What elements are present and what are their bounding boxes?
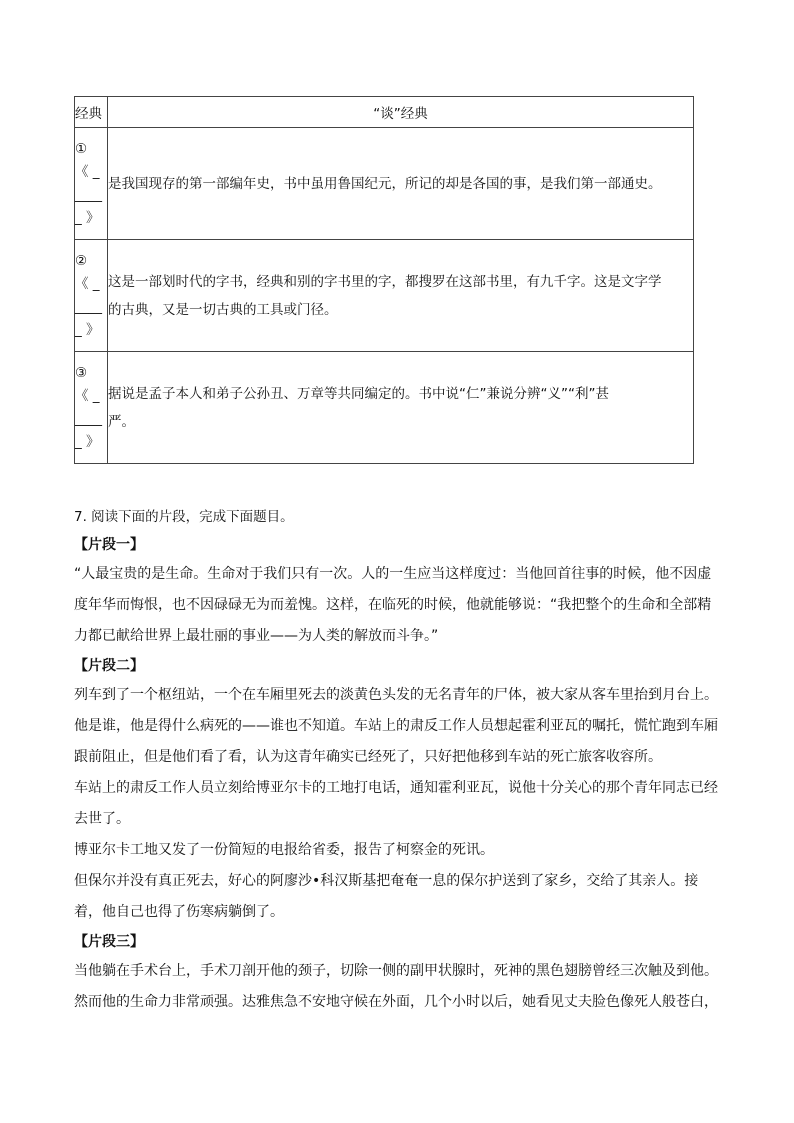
excerpt-header-2: 【片段二】 bbox=[74, 658, 144, 674]
classics-table bbox=[74, 96, 694, 464]
table-row bbox=[75, 240, 694, 352]
table-row bbox=[75, 128, 694, 240]
table-row bbox=[75, 352, 694, 464]
book-blank-1: ① 《 _ ____ _ 》 bbox=[75, 128, 108, 240]
table-header-row bbox=[75, 97, 694, 128]
book-description-1: 是我国现存的第一部编年史，书中虽用鲁国纪元，所记的却是各国的事，是我们第一部通史。 bbox=[108, 128, 694, 240]
question-title: 7. 阅读下面的片段，完成下面题目。 bbox=[74, 509, 294, 525]
header-classic: 经典 bbox=[75, 97, 108, 128]
excerpt-2-paragraph-4: 但保尔并没有真正死去，好心的阿廖沙•科汉斯基把奄奄一息的保尔护送到了家乡，交给了其亲人。接 着，他自己也得了伤寒病躺倒了。 bbox=[74, 873, 699, 920]
book-description-3: 据说是孟子本人和弟子公孙丑、万章等共同编定的。书中说“仁”兼说分辨“义”“利”甚 严。 bbox=[108, 352, 694, 464]
excerpt-header-1: 【片段一】 bbox=[74, 537, 144, 553]
excerpt-1-paragraph: “人最宝贵的是生命。生命对于我们只有一次。人的一生应当这样度过：当他回首往事的时候，他不因虚 度年华而悔恨，也不因碌碌无为而羞愧。这样，在临死的时候，他就能够说：“我把整个的生命和全部精 力都已献给世界上最壮丽的事业——为人类的解放而斗争。” bbox=[74, 566, 712, 644]
excerpt-2-paragraph-2: 车站上的肃反工作人员立刻给博亚尔卡的工地打电话，通知霍利亚瓦，说他十分关心的那个青年同志已经 去世了。 bbox=[74, 780, 718, 827]
excerpt-2-paragraph-3: 博亚尔卡工地又发了一份简短的电报给省委，报告了柯察金的死讯。 bbox=[74, 842, 494, 858]
header-talk-classic: “谈”经典 bbox=[108, 97, 694, 128]
reading-question bbox=[74, 503, 724, 1018]
book-blank-2: ② 《 _ ____ _ 》 bbox=[75, 240, 108, 352]
excerpt-2-paragraph-1: 列车到了一个枢纽站，一个在车厢里死去的淡黄色头发的无名青年的尸体，被大家从客车里抬到月台上。 他是谁，他是得什么病死的——谁也不知道。车站上的肃反工作人员想起霍利亚瓦的嘱托，慌忙跑到车厢 跟前阻止，但是他们看了看，认为这青年确实已经死了，只好把他移到车站的死亡旅客收容所。 bbox=[74, 687, 718, 765]
excerpt-header-3: 【片段三】 bbox=[74, 934, 144, 950]
excerpt-3-paragraph: 当他躺在手术台上，手术刀剖开他的颈子，切除一侧的副甲状腺时，死神的黑色翅膀曾经三次触及到他。 然而他的生命力非常顽强。达雅焦急不安地守候在外面，几个小时以后，她看见丈夫脸色像死人般苍白， bbox=[74, 963, 718, 1010]
book-description-2: 这是一部划时代的字书，经典和别的字书里的字，都搜罗在这部书里，有九千字。这是文字学 的古典，又是一切古典的工具或门径。 bbox=[108, 240, 694, 352]
book-blank-3: ③ 《 _ ____ _ 》 bbox=[75, 352, 108, 464]
